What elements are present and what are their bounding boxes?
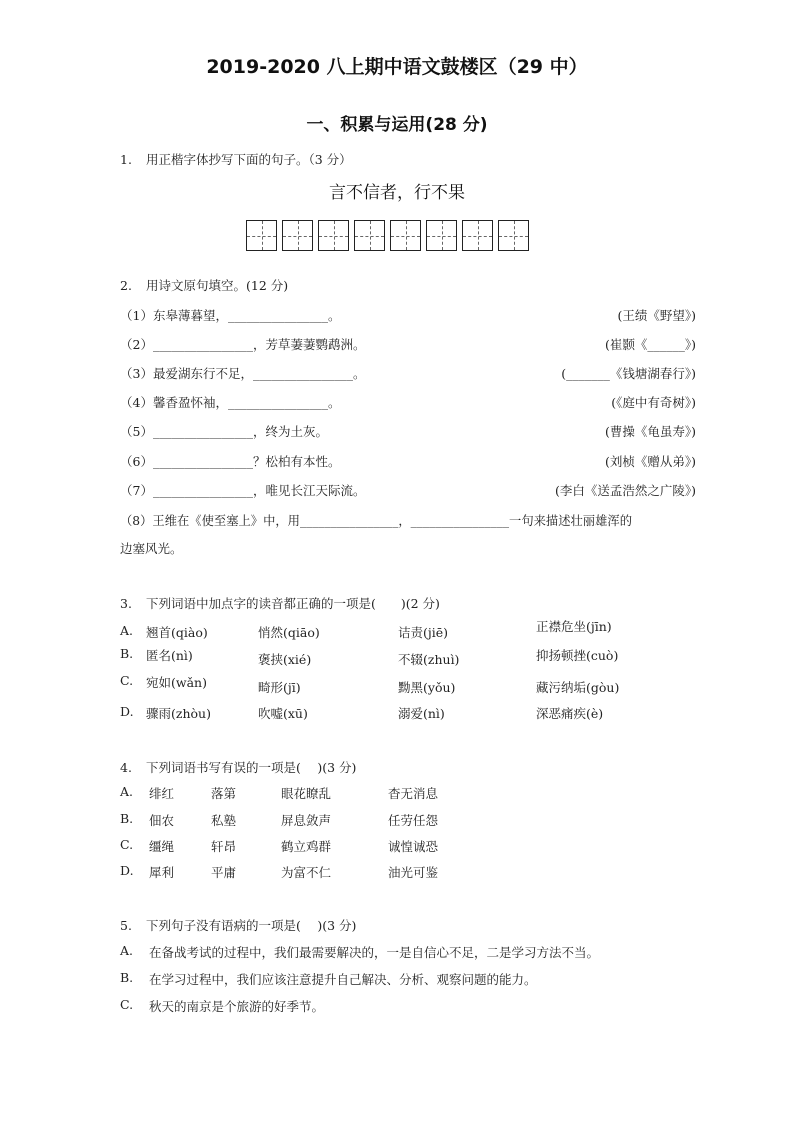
option-sentence: 在备战考试的过程中，我们最需要解决的，一是自信心不足，二是学习方法不当。 (149, 945, 600, 960)
option-word: 诚惶诚恐 (388, 839, 439, 854)
page-title: 2019-2020 八上期中语文鼓楼区（29 中） (206, 56, 588, 78)
writing-cell[interactable] (246, 220, 277, 251)
option-word: 鹤立鸡群 (281, 839, 332, 854)
writing-cell[interactable] (426, 220, 457, 251)
option-word: 佃农 (149, 813, 175, 828)
fill-line-1: （1）东皋薄暮望，________________。 (120, 308, 341, 323)
fill-line-4: （4）馨香盈怀袖，________________。 (120, 395, 341, 410)
section-heading: 一、积累与运用(28 分) (306, 115, 488, 135)
question-5 (120, 916, 356, 934)
option-label-d[interactable]: D. (120, 704, 134, 719)
option-sentence: 秋天的南京是个旅游的好季节。 (149, 999, 325, 1014)
option-word: 屏息敛声 (281, 813, 332, 828)
question-text: 用正楷字体抄写下面的句子。（3 分） (146, 152, 352, 167)
option-word: 吹嘘(xū) (258, 706, 308, 721)
option-label-c[interactable]: C. (120, 837, 134, 852)
option-word: 私塾 (211, 813, 237, 828)
option-sentence: 在学习过程中，我们应该注意提升自己解决、分析、观察问题的能力。 (149, 972, 537, 987)
question-4 (120, 758, 356, 776)
option-label-b[interactable]: B. (120, 811, 134, 826)
option-label-b[interactable]: B. (120, 970, 134, 985)
option-word: 任劳任怨 (388, 813, 439, 828)
option-word: 抑扬顿挫(cuò) (536, 648, 619, 663)
fill-line-5: （5）________________，终为土灰。 (120, 424, 328, 439)
fill-source-7: (李白《送孟浩然之广陵》) (554, 483, 696, 498)
option-label-b[interactable]: B. (120, 646, 134, 661)
question-number: 3. (120, 596, 132, 611)
fill-source-4: (《庭中有奇树》) (611, 395, 696, 410)
option-label-c[interactable]: C. (120, 997, 134, 1012)
option-label-c[interactable]: C. (120, 673, 134, 688)
fill-line-6: （6）________________？松柏有本性。 (120, 454, 341, 469)
option-word: 正襟危坐(jīn) (536, 619, 612, 634)
question-text: 用诗文原句填空。(12 分) (146, 278, 289, 293)
question-3 (120, 594, 440, 612)
option-word: 不辍(zhuì) (398, 652, 460, 667)
option-word: 匿名(nì) (146, 648, 193, 663)
question-number: 4. (120, 760, 132, 775)
option-word: 轩昂 (211, 839, 237, 854)
writing-cell[interactable] (282, 220, 313, 251)
option-word: 油光可鉴 (388, 865, 439, 880)
option-label-a[interactable]: A. (120, 943, 134, 958)
fill-source-1: (王绩《野望》) (617, 308, 696, 323)
option-word: 宛如(wǎn) (146, 675, 207, 690)
copy-sentence: 言不信者，行不果 (329, 183, 465, 203)
option-label-a[interactable]: A. (120, 623, 134, 638)
question-text: 下列词语中加点字的读音都正确的一项是( )(2 分) (146, 596, 440, 611)
option-word: 溺爱(nì) (398, 706, 445, 721)
fill-line-3: （3）最爱湖东行不足，________________。 (120, 366, 366, 381)
fill-line-8: （8）王维在《使至塞上》中，用________________，________________一句来描述壮丽雄浑的 (120, 514, 632, 528)
option-word: 翘首(qiào) (146, 625, 208, 640)
option-word: 绯红 (149, 786, 175, 801)
fill-line-2: （2）________________，芳草萋萋鹦鹉洲。 (120, 337, 366, 352)
option-word: 褒挟(xié) (258, 652, 312, 667)
question-text: 下列词语书写有误的一项是( )(3 分) (146, 760, 357, 775)
option-word: 眼花瞭乱 (281, 786, 332, 801)
fill-source-3: (_______《钱塘湖春行》) (561, 366, 696, 381)
fill-source-6: (刘桢《赠从弟》) (604, 454, 696, 469)
writing-grid (246, 220, 529, 251)
option-word: 诘责(jiē) (398, 625, 449, 640)
option-word: 平庸 (211, 865, 237, 880)
question-1 (120, 150, 352, 168)
writing-cell[interactable] (462, 220, 493, 251)
option-word: 落第 (211, 786, 237, 801)
option-word: 藏污纳垢(gòu) (536, 680, 620, 695)
option-word: 犀利 (149, 865, 175, 880)
option-word: 为富不仁 (281, 865, 332, 880)
option-label-d[interactable]: D. (120, 863, 134, 878)
fill-source-2: (崔颢《______》) (604, 337, 696, 352)
fill-line-7: （7）________________，唯见长江天际流。 (120, 483, 366, 498)
option-word: 悄然(qiāo) (258, 625, 320, 640)
writing-cell[interactable] (318, 220, 349, 251)
fill-line-8-cont: 边塞风光。 (120, 541, 183, 556)
fill-source-5: (曹操《龟虽寿》) (604, 424, 696, 439)
question-2 (120, 276, 288, 294)
option-word: 杳无消息 (388, 786, 439, 801)
option-word: 黝黑(yǒu) (398, 680, 456, 695)
question-text: 下列句子没有语病的一项是( )(3 分) (146, 918, 357, 933)
option-word: 深恶痛疾(è) (536, 706, 604, 721)
question-number: 2. (120, 278, 132, 293)
option-label-a[interactable]: A. (120, 784, 134, 799)
option-word: 缰绳 (149, 839, 175, 854)
writing-cell[interactable] (498, 220, 529, 251)
option-word: 骤雨(zhòu) (146, 706, 211, 721)
question-number: 5. (120, 918, 132, 933)
writing-cell[interactable] (354, 220, 385, 251)
option-word: 畸形(jī) (258, 680, 301, 695)
question-number: 1. (120, 152, 132, 167)
writing-cell[interactable] (390, 220, 421, 251)
